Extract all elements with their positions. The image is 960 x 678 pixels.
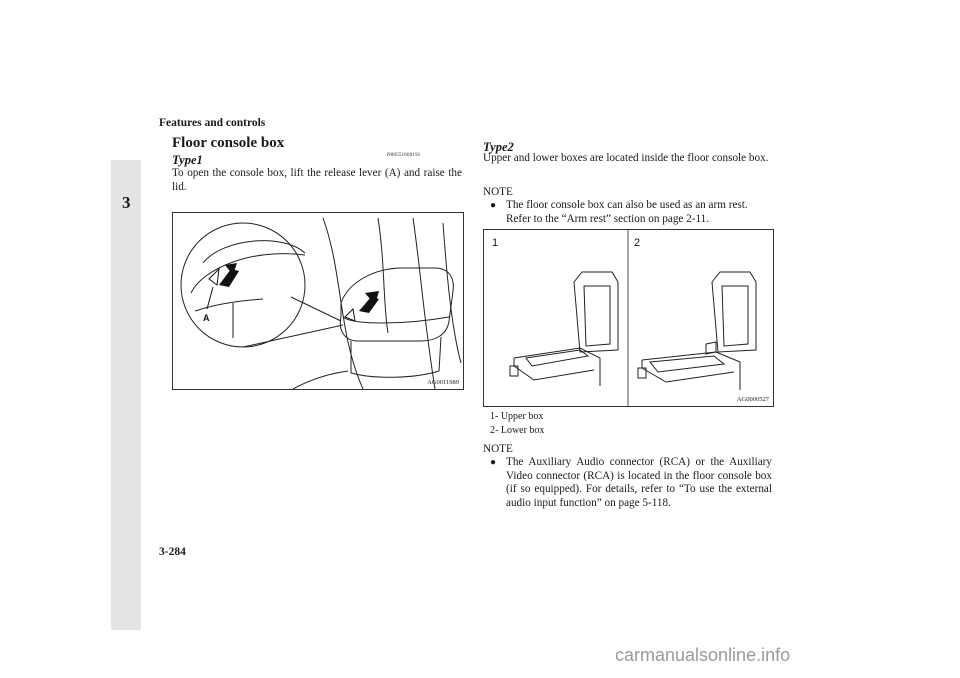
chapter-tab [111, 160, 141, 630]
document-code: N00551600191 [387, 153, 421, 158]
legend-item-upper-box: 1- Upper box [490, 411, 544, 422]
type2-label: Type2 [483, 140, 514, 154]
figure-label-1: 1 [492, 237, 499, 249]
bullet-icon: ● [490, 457, 497, 468]
note-item-1 [490, 199, 772, 226]
figure-code-type2: AG0000527 [736, 396, 769, 403]
note2-text: The Auxiliary Audio connector (RCA) or the Auxiliary Video connector (RCA) is located in the floor console box (if so equipped). For details, refer to “To use the external audio input function” on page 5-118. [506, 456, 772, 509]
note1-text-line2: Refer to the “Arm rest” section on page 2-11. [506, 212, 710, 225]
note-item-2 [490, 456, 772, 510]
chapter-number: 3 [122, 193, 131, 212]
note-label-1: NOTE [483, 186, 513, 198]
console-drawing-type1 [173, 213, 463, 389]
legend-item-lower-box: 2- Lower box [490, 424, 545, 436]
console-box-illustration-type1 [172, 212, 464, 390]
note1-text-line1: The floor console box can also be used as an arm rest. [506, 199, 748, 211]
note-label-2: NOTE [483, 443, 513, 455]
section-header: Features and controls [159, 117, 266, 129]
console-drawing-type2 [484, 230, 773, 406]
type1-label: Type1 [172, 153, 203, 167]
page-number: 3-284 [159, 546, 186, 558]
type2-paragraph: Upper and lower boxes are located inside the floor console box. [483, 152, 769, 164]
figure-code-type1: AG0011989 [427, 379, 459, 386]
figure-label-2: 2 [634, 237, 641, 249]
figure-callout-a: A [203, 313, 210, 323]
page-heading: Floor console box [172, 135, 285, 151]
bullet-icon: ● [490, 200, 497, 211]
watermark: carmanualsonline.info [615, 645, 791, 665]
console-box-illustration-type2 [483, 229, 774, 407]
figure-legend [490, 410, 544, 437]
type1-paragraph: To open the console box, lift the release lever (A) and raise the lid. [172, 167, 462, 193]
